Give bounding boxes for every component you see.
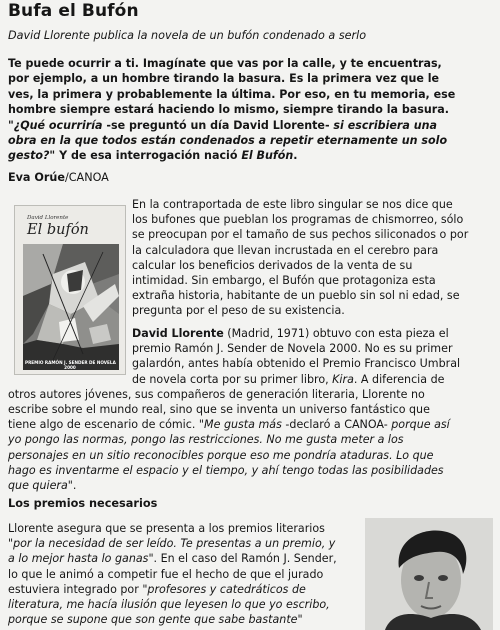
quote-text: personajes en un sitio reconocibles porque eso me pondría ataduras. Lo que	[8, 448, 434, 462]
paragraph-premios	[8, 521, 354, 627]
paragraph-line	[8, 551, 354, 566]
section-heading-premios: Los premios necesarios	[8, 497, 158, 510]
paragraph-text: -declaró a CANOA-	[281, 418, 392, 432]
paragraph-line: los bufones que pueblan los programas de chismorreo, sólo	[132, 213, 464, 227]
paragraph-text: .	[72, 479, 77, 493]
lead-quote: gesto?"	[8, 149, 56, 163]
lead-quote: "¿Qué ocurriría	[8, 118, 103, 132]
paragraph-line: intimidad. Sin embargo, el Bufón que protagoniza esta	[132, 274, 436, 288]
book-title-ref: Kira	[332, 372, 354, 386]
byline-source: /CANOA	[64, 171, 109, 184]
byline	[8, 171, 109, 184]
paragraph-line: escribe sobre el mundo real, sino que se inventa un universo fantástico que	[8, 403, 430, 417]
paragraph-line: premio Ramón J. Sender de Novela 2000. No es su primer	[132, 342, 453, 356]
quote-text: a lo mejor hasta lo ganas"	[8, 552, 154, 566]
paragraph-line	[8, 326, 496, 341]
lead-line	[8, 133, 494, 148]
paragraph-line: se preocupan por el tamaño de sus pechos siliconados o por	[132, 228, 469, 242]
quote-text: "Me gusta más	[198, 418, 282, 432]
paragraph-line	[8, 582, 354, 597]
lead-text: .	[293, 149, 298, 163]
paragraph-line: calcular los beneficios derivados de la venta de su	[132, 258, 413, 272]
lead-line	[8, 148, 494, 163]
paragraph-line: otros autores jóvenes, sus compañeros de generación literaria, Llorente no	[8, 387, 425, 401]
author-portrait-photo	[365, 518, 493, 630]
paragraph-line	[8, 372, 496, 387]
paragraph-text: estuviera integrado por	[8, 582, 143, 596]
paragraph-line	[8, 478, 496, 493]
quote-text: "profesores y catedráticos de	[142, 582, 306, 596]
quote-text: porque así	[391, 418, 450, 432]
portrait-illustration	[365, 518, 493, 630]
paragraph-line: extraña historia, habitante de un pueblo sin sol ni edad, se	[132, 289, 460, 303]
paragraph-text: . A diferencia de	[353, 372, 445, 386]
lead-line: por ejemplo, a un hombre tirando la basura. Es la primera vez que le	[8, 72, 440, 86]
article-title: Bufa el Bufón	[8, 1, 139, 21]
paragraph-line	[8, 448, 496, 463]
lead-quote: si escribiera una	[333, 118, 438, 132]
paragraph-contraportada	[132, 197, 494, 319]
lead-quote: obra en la que todos están condenados a repetir eternamente un solo	[8, 134, 448, 148]
paragraph-line	[8, 612, 354, 627]
paragraph-author-bio	[8, 326, 496, 493]
lead-paragraph	[8, 56, 494, 164]
book-title-ref: El Bufón	[241, 149, 294, 163]
paragraph-line	[8, 417, 496, 432]
paragraph-line	[8, 597, 354, 612]
cover-title: El bufón	[27, 222, 89, 238]
cover-band-line: 2000	[64, 365, 76, 370]
paragraph-text: . En el caso del Ramón J. Sender,	[153, 552, 337, 566]
quote-text: literatura, me hacía ilusión que leyesen lo que yo escribo,	[8, 598, 330, 612]
paragraph-line: En la contraportada de este libro singular se nos dice que	[132, 198, 453, 211]
lead-line: hombre siempre estará haciendo lo mismo, siempre tirando la basura.	[8, 103, 449, 117]
lead-line: Te puede ocurrir a ti. Imagínate que vas por la calle, y te encuentras,	[8, 57, 442, 70]
lead-text: Y de esa interrogación nació	[55, 149, 242, 163]
paragraph-line	[8, 432, 496, 447]
quote-text: porque se supone que son gente que sabe bastante"	[8, 613, 303, 627]
article-subtitle: David Llorente publica la novela de un bufón condenado a serlo	[8, 29, 367, 42]
paragraph-text: (Madrid, 1971) obtuvo con esta pieza el	[223, 327, 449, 340]
lead-line: ves, la primera y probablemente la última. Por eso, en tu memoria, ese	[8, 87, 456, 101]
paragraph-line: Llorente asegura que se presenta a los premios literarios	[8, 522, 325, 535]
paragraph-line: galardón, antes había obtenido el Premio Francisco Umbral	[132, 357, 461, 371]
paragraph-line	[8, 463, 496, 478]
quote-text: hago es inventarme el espacio y el tiempo, y ahí tengo todas las posibilidades	[8, 463, 444, 477]
quote-text: yo pongo las normas, pongo las restricciones. No me gusta meter a los	[8, 433, 404, 447]
quote-text: "por la necesidad de ser leído. Te presentas a un premio, y	[8, 537, 336, 551]
paragraph-text: de novela corta por su primer libro,	[132, 372, 333, 386]
paragraph-line: la calculadora que llevan incrustada en el cerebro para	[132, 243, 439, 257]
paragraph-line: lo que le animó a competir fue el hecho de que el jurado	[8, 567, 324, 581]
lead-line	[8, 118, 494, 133]
paragraph-line	[8, 536, 354, 551]
cover-author: David Llorente	[27, 215, 69, 221]
author-name-bold: David Llorente	[132, 327, 224, 340]
paragraph-text: tiene algo de escenario de cómic.	[8, 418, 199, 432]
lead-text: -se preguntó un día David Llorente-	[102, 118, 334, 132]
author-name: Eva Orúe	[8, 171, 65, 184]
quote-text: que quiera"	[8, 479, 73, 493]
cover-band-line: PREMIO RAMÓN J. SENDER DE NOVELA	[25, 360, 116, 365]
paragraph-line: pregunta por el peso de su existencia.	[132, 304, 345, 318]
